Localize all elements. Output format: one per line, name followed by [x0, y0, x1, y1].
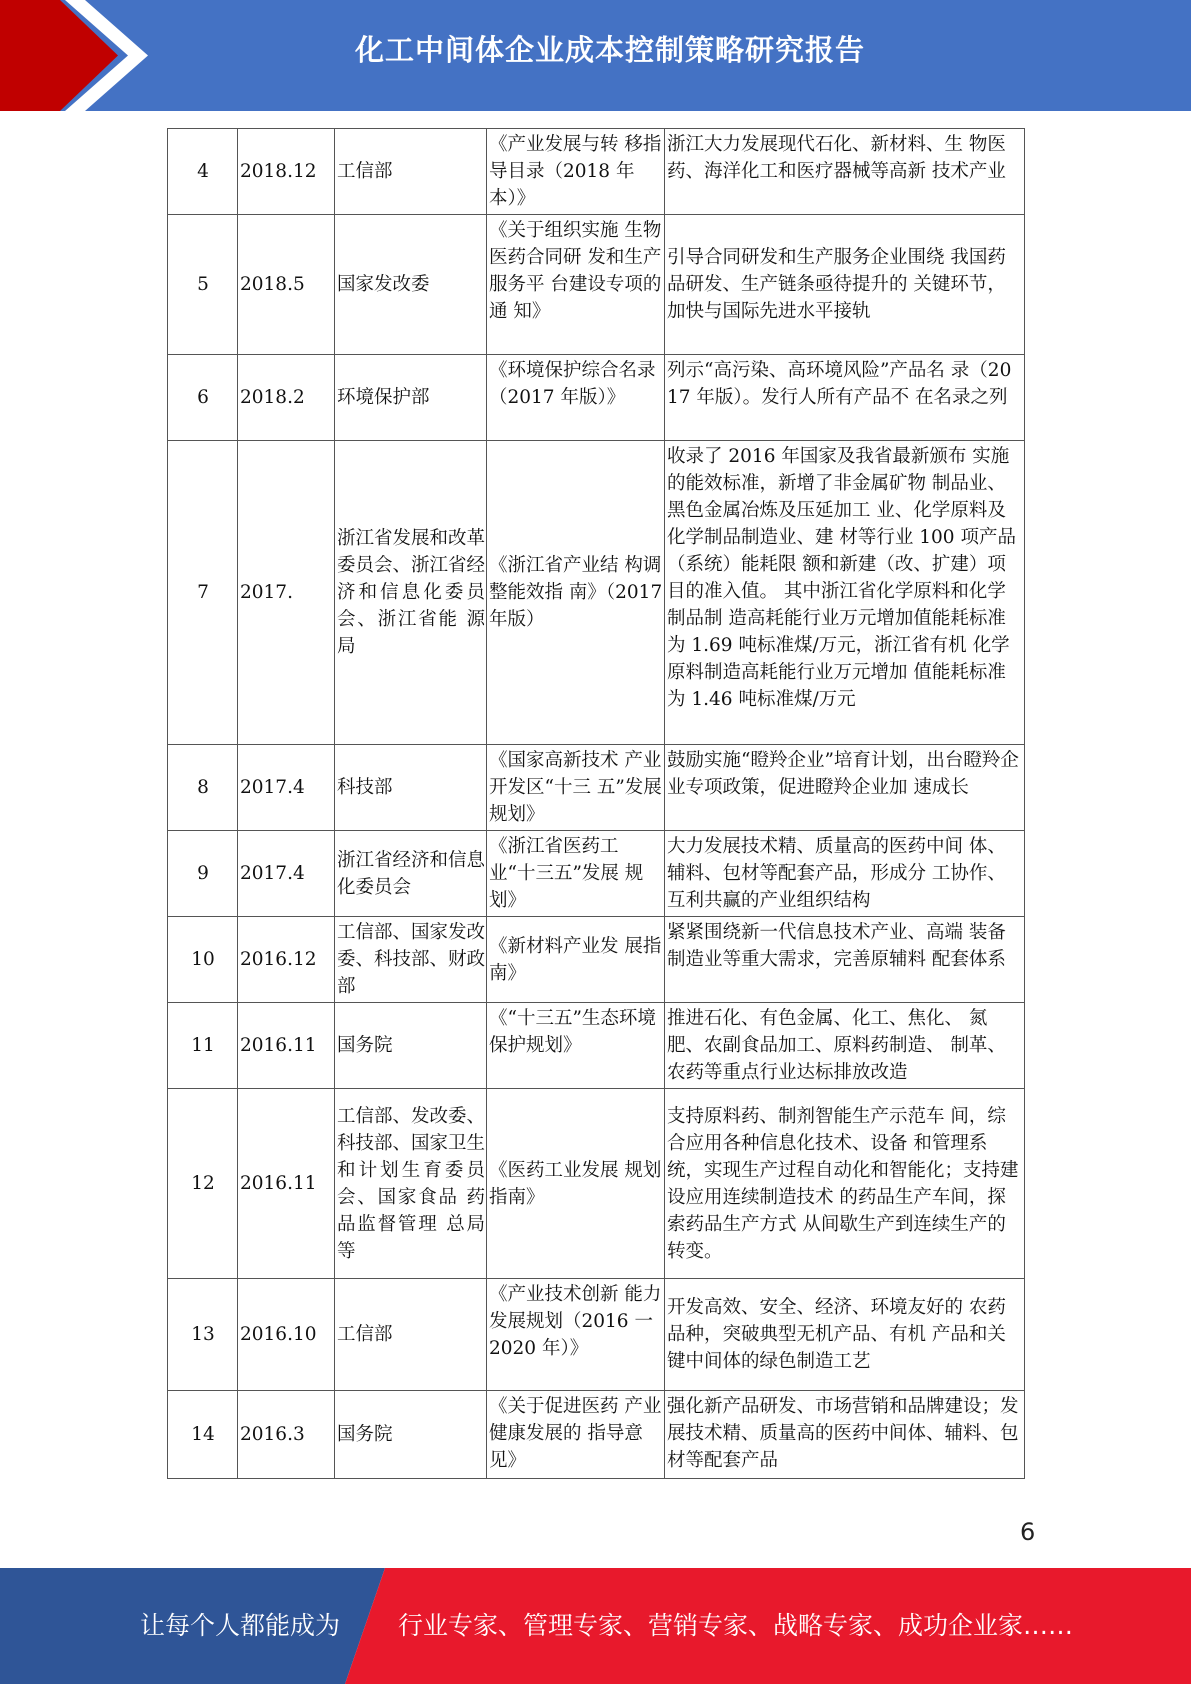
- row-content: 引导合同研发和生产服务企业围绕 我国药品研发、生产链条亟待提升的 关键环节，加快与国际先进水平接轨: [665, 215, 1025, 355]
- row-content: 推进石化、有色金属、化工、焦化、 氮肥、农副食品加工、原料药制造、 制革、农药等重点行业达标排放改造: [665, 1003, 1025, 1089]
- row-department: 工信部、国家发改委、科技部、财政部: [335, 917, 487, 1003]
- footer-slogan-left: 让每个人都能成为: [140, 1611, 341, 1640]
- row-document: 《产业技术创新 能力发展规划（2016 一 2020 年）》: [487, 1279, 665, 1391]
- row-content: 收录了 2016 年国家及我省最新颁布 实施的能效标准，新增了非金属矿物 制品业、黑色金属冶炼及压延加工 业、化学原料及化学制品制造业、建 材等行业 100 项产品（系统）能耗限 额和新建（改、扩建）项目的准入值。 其中浙江省化学原料和化学制品制 造高耗能行业万元增加值能耗标准 为 1.69 吨标准煤/万元，浙江省有机 化学原料制造高耗能行业万元增加 值能耗标准为 1.46 吨标准煤/万元: [665, 441, 1025, 745]
- row-document: 《新材料产业发 展指南》: [487, 917, 665, 1003]
- table-row: [168, 129, 1025, 215]
- row-document: 《产业发展与转 移指导目录（2018 年本）》: [487, 129, 665, 215]
- row-document: 《关于组织实施 生物医药合同研 发和生产服务平 台建设专项的通 知》: [487, 215, 665, 355]
- page-header: [0, 0, 1191, 111]
- row-document: 《环境保护综合名录（2017 年版）》: [487, 355, 665, 441]
- row-date: 2016.10: [238, 1279, 335, 1391]
- row-number: 5: [168, 215, 238, 355]
- footer-slogan-right: 行业专家、管理专家、营销专家、战略专家、成功企业家……: [398, 1611, 1074, 1640]
- row-content: 紧紧围绕新一代信息技术产业、高端 装备制造业等重大需求，完善原辅料 配套体系: [665, 917, 1025, 1003]
- row-content: 浙江大力发展现代石化、新材料、生 物医药、海洋化工和医疗器械等高新 技术产业: [665, 129, 1025, 215]
- row-date: 2018.5: [238, 215, 335, 355]
- row-document: 《浙江省医药工 业“十三五”发展 规划》: [487, 831, 665, 917]
- row-content: 鼓励实施“瞪羚企业”培育计划，出台瞪羚企业专项政策，促进瞪羚企业加 速成长: [665, 745, 1025, 831]
- row-number: 11: [168, 1003, 238, 1089]
- row-number: 10: [168, 917, 238, 1003]
- row-number: 4: [168, 129, 238, 215]
- row-document: 《浙江省产业结 构调整能效指 南》（2017 年版）: [487, 441, 665, 745]
- row-document: 《关于促进医药 产业健康发展的 指导意见》: [487, 1391, 665, 1479]
- row-department: 国务院: [335, 1003, 487, 1089]
- row-department: 浙江省经济和信息化委员会: [335, 831, 487, 917]
- table-row: [168, 745, 1025, 831]
- row-date: 2017.4: [238, 745, 335, 831]
- report-title: 化工中间体企业成本控制策略研究报告: [354, 33, 865, 67]
- row-date: 2016.11: [238, 1089, 335, 1279]
- page-number: 6: [1020, 1518, 1036, 1546]
- table-row: [168, 917, 1025, 1003]
- row-number: 14: [168, 1391, 238, 1479]
- row-number: 6: [168, 355, 238, 441]
- row-department: 工信部: [335, 1279, 487, 1391]
- row-content: 开发高效、安全、经济、环境友好的 农药品种，突破典型无机产品、有机 产品和关键中间体的绿色制造工艺: [665, 1279, 1025, 1391]
- row-department: 浙江省发展和改革委员会、浙江省经济和信息化委员 会、浙江省能 源局: [335, 441, 487, 745]
- table-row: [168, 355, 1025, 441]
- header-arrow-icon: [0, 0, 160, 111]
- row-date: 2018.2: [238, 355, 335, 441]
- row-department: 国务院: [335, 1391, 487, 1479]
- row-date: 2016.12: [238, 917, 335, 1003]
- row-document: 《“十三五”生态环境保护规划》: [487, 1003, 665, 1089]
- row-content: 强化新产品研发、市场营销和品牌建设；发展技术精、质量高的医药中间体、辅料、包材等配套产品: [665, 1391, 1025, 1479]
- table-row: [168, 1391, 1025, 1479]
- row-date: 2018.12: [238, 129, 335, 215]
- row-date: 2016.3: [238, 1391, 335, 1479]
- row-number: 12: [168, 1089, 238, 1279]
- table-row: [168, 441, 1025, 745]
- row-number: 9: [168, 831, 238, 917]
- row-department: 国家发改委: [335, 215, 487, 355]
- row-content: 大力发展技术精、质量高的医药中间 体、辅料、包材等配套产品，形成分 工协作、互利共赢的产业组织结构: [665, 831, 1025, 917]
- row-document: 《医药工业发展 规划指南》: [487, 1089, 665, 1279]
- table-row: [168, 1003, 1025, 1089]
- row-date: 2017.4: [238, 831, 335, 917]
- table-row: [168, 831, 1025, 917]
- page-footer: [0, 1568, 1191, 1684]
- row-department: 工信部: [335, 129, 487, 215]
- table-row: [168, 1089, 1025, 1279]
- row-number: 13: [168, 1279, 238, 1391]
- policy-table: [167, 128, 1025, 1479]
- row-department: 科技部: [335, 745, 487, 831]
- row-date: 2016.11: [238, 1003, 335, 1089]
- row-content: 列示“高污染、高环境风险”产品名 录（2017 年版）。发行人所有产品不 在名录之列: [665, 355, 1025, 441]
- row-number: 8: [168, 745, 238, 831]
- row-date: 2017.: [238, 441, 335, 745]
- row-department: 环境保护部: [335, 355, 487, 441]
- row-document: 《国家高新技术 产业开发区“十三 五”发展规划》: [487, 745, 665, 831]
- table-row: [168, 215, 1025, 355]
- row-number: 7: [168, 441, 238, 745]
- row-content: 支持原料药、制剂智能生产示范车 间，综合应用各种信息化技术、设备 和管理系统，实现生产过程自动化和智能化；支持建设应用连续制造技术 的药品生产车间，探索药品生产方式 从间歇生产到连续生产的转变。: [665, 1089, 1025, 1279]
- row-department: 工信部、发改委、科技部、国家卫生和计划生育委员 会、国家食品 药品监督管理 总局等: [335, 1089, 487, 1279]
- table-row: [168, 1279, 1025, 1391]
